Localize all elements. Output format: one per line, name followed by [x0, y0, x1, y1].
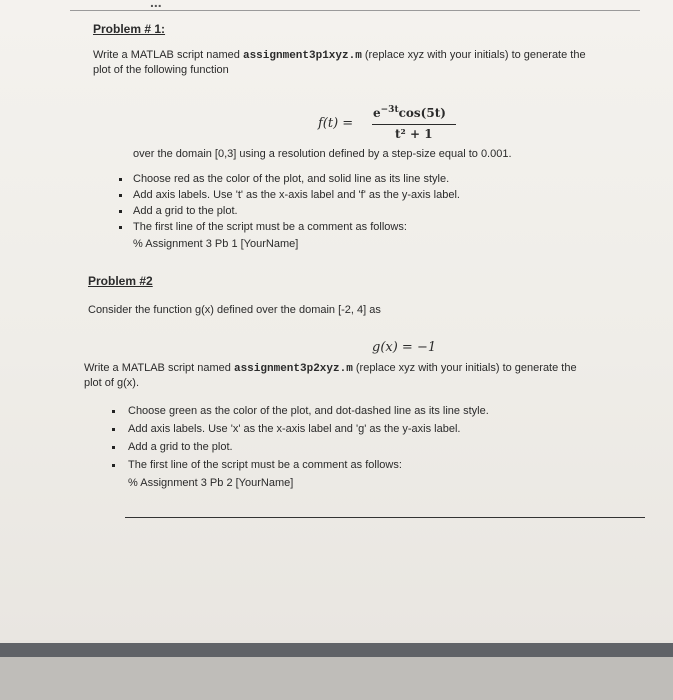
num-cos: cos(5t)	[398, 106, 446, 120]
problem2-line2: plot of g(x).	[84, 377, 140, 389]
formula-numerator	[373, 105, 446, 120]
script-name-2: assignment3p2xyz.m	[233, 363, 353, 375]
bullet-marker	[119, 210, 122, 213]
problem2-title: Problem #2	[88, 274, 153, 288]
intro-text-b: (replace xyz with your initials) to generate the	[361, 49, 586, 61]
problem1-intro-line2: plot of the following function	[93, 64, 229, 76]
p2-bullet-2: Add axis labels. Use 'x' as the x-axis label and 'g' as the y-axis label.	[128, 423, 461, 435]
bullet-marker	[112, 410, 115, 413]
formula-lhs: f(t) =	[318, 116, 354, 131]
p1-bullet-2: Add axis labels. Use 't' as the x-axis label and 'f' as the y-axis label.	[133, 189, 460, 201]
p2-bullet-1: Choose green as the color of the plot, and dot-dashed line as its line style.	[128, 405, 489, 417]
num-e: e	[373, 106, 381, 120]
problem1-domain: over the domain [0,3] using a resolution defined by a step-size equal to 0.001.	[133, 148, 512, 160]
problem2-formula: g(x) = −1	[372, 340, 437, 355]
p2-bullet-3: Add a grid to the plot.	[128, 441, 233, 453]
top-divider	[70, 10, 640, 11]
problem1-title: Problem # 1:	[93, 22, 166, 36]
fraction-bar	[372, 124, 456, 125]
bullet-marker	[112, 446, 115, 449]
bullet-marker	[112, 428, 115, 431]
p2-bullet-4: The first line of the script must be a comment as follows:	[128, 459, 402, 471]
answer-line	[125, 517, 645, 518]
bottom-background	[0, 657, 673, 700]
p1-bullet-1: Choose red as the color of the plot, and solid line as its line style.	[133, 173, 450, 185]
problem2-line1	[84, 362, 577, 375]
p1-bullet-3: Add a grid to the plot.	[133, 205, 238, 217]
cropped-heading-fragment: ...	[150, 0, 162, 10]
p1-bullet-4: The first line of the script must be a comment as follows:	[133, 221, 407, 233]
problem2-intro: Consider the function g(x) defined over the domain [-2, 4] as	[88, 304, 381, 316]
bullet-marker	[119, 194, 122, 197]
script-name-1: assignment3p1xyz.m	[242, 50, 362, 62]
p2-text-a: Write a MATLAB script named	[84, 362, 234, 374]
bullet-marker	[119, 226, 122, 229]
bullet-marker	[119, 178, 122, 181]
bottom-edge-bar	[0, 643, 673, 657]
p1-comment: % Assignment 3 Pb 1 [YourName]	[133, 238, 299, 250]
intro-text-a: Write a MATLAB script named	[93, 49, 243, 61]
p2-comment: % Assignment 3 Pb 2 [YourName]	[128, 477, 294, 489]
p2-text-b: (replace xyz with your initials) to generate the	[352, 362, 577, 374]
problem1-intro-line1	[93, 49, 586, 62]
bullet-marker	[112, 464, 115, 467]
num-exponent: −3t	[380, 105, 399, 115]
formula-denominator: t² + 1	[395, 127, 433, 141]
